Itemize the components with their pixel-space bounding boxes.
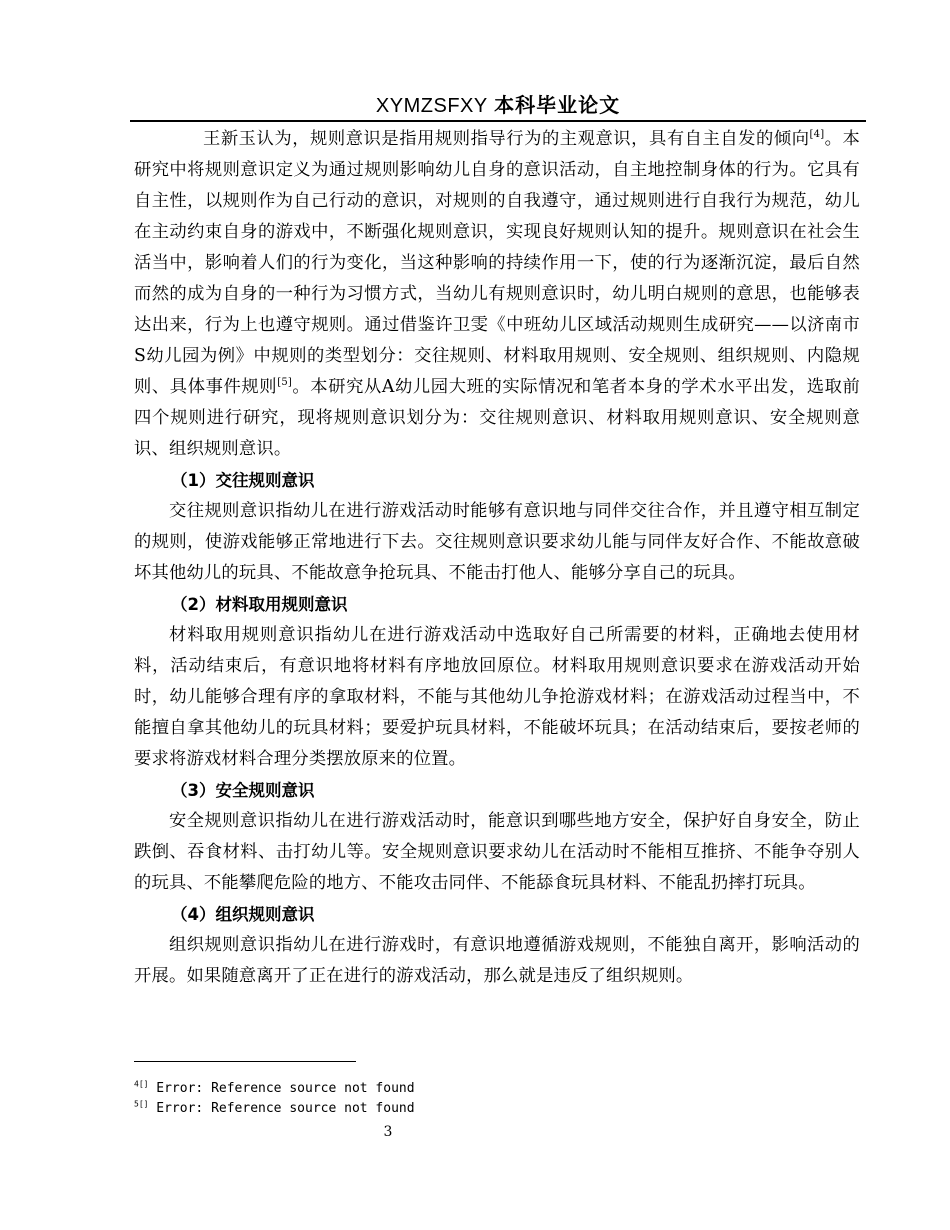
page-number: 3 [383, 1124, 393, 1140]
paragraph-1-part-b: 。本研究中将规则意识定义为通过规则影响幼儿自身的意识活动，自主地控制身体的行为。它具有自主性，以规则作为自己行动的意识，对规则的自我遵守，通过规则进行自我行为规范，幼儿在主动约束自身的游戏中，不断强化规则意识，实现良好规则认知的提升。规则意识在社会生活当中，影响着人们的行为变化，当这种影响的持续作用一下，使的行为逐渐沉淀，最后自然而然的成为自身的一种行为习惯方式，当幼儿有规则意识时，幼儿明白规则的意思，也能够表达出来，行为上也遵守规则。通过借鉴许卫雯《中班幼儿区域活动规则生成研究——以济南市S幼儿园为例》中规则的类型划分：交往规则、材料取用规则、安全规则、组织规则、内隐规则、具体事件规则 [134, 129, 860, 397]
footnotes [134, 1079, 415, 1119]
page-header [130, 92, 866, 119]
footnote-text: Error: Reference source not found [156, 1101, 415, 1116]
citation-5: [5] [277, 377, 292, 389]
section-heading-3: （3）安全规则意识 [171, 781, 315, 800]
footnote-text: Error: Reference source not found [156, 1081, 415, 1096]
footnote-separator [134, 1061, 356, 1062]
header-rule [130, 120, 866, 122]
section-heading-4: （4）组织规则意识 [171, 905, 315, 924]
paragraph-2: 交往规则意识指幼儿在进行游戏活动时能够有意识地与同伴交往合作，并且遵守相互制定的规则，使游戏能够正常地进行下去。交往规则意识要求幼儿能与同伴友好合作、不能故意破坏其他幼儿的玩具、不能故意争抢玩具、不能击打他人、能够分享自己的玩具。 [134, 501, 860, 583]
footnote-item [134, 1079, 415, 1099]
paragraph-1 [134, 124, 860, 465]
footnote-mark: 5[] [134, 1099, 149, 1109]
main-text [134, 124, 860, 992]
section-heading-1: （1）交往规则意识 [171, 471, 315, 490]
paragraph-1-part-c: 。本研究从A幼儿园大班的实际情况和笔者本身的学术水平出发，选取前四个规则进行研究，现将规则意识划分为：交往规则意识、材料取用规则意识、安全规则意识、组织规则意识。 [134, 377, 860, 459]
citation-4: [4] [809, 129, 825, 141]
footnote-item [134, 1099, 415, 1119]
paragraph-3: 材料取用规则意识指幼儿在进行游戏活动中选取好自己所需要的材料，正确地去使用材料，活动结束后，有意识地将材料有序地放回原位。材料取用规则意识要求在游戏活动开始时，幼儿能够合理有序的拿取材料，不能与其他幼儿争抢游戏材料；在游戏活动过程当中，不能擅自拿其他幼儿的玩具材料；要爱护玩具材料，不能破坏玩具；在活动结束后，要按老师的要求将游戏材料合理分类摆放原来的位置。 [134, 625, 860, 769]
paragraph-4: 安全规则意识指幼儿在进行游戏活动时，能意识到哪些地方安全，保护好自身安全，防止跌倒、吞食材料、击打幼儿等。安全规则意识要求幼儿在活动时不能相互推挤、不能争夺别人的玩具、不能攀爬危险的地方、不能攻击同伴、不能舔食玩具材料、不能乱扔摔打玩具。 [134, 811, 860, 893]
footnote-mark: 4[] [134, 1079, 149, 1089]
header-code: XYMZSFXY [375, 95, 488, 117]
paragraph-5: 组织规则意识指幼儿在进行游戏时，有意识地遵循游戏规则，不能独自离开，影响活动的开展。如果随意离开了正在进行的游戏活动，那么就是违反了组织规则。 [134, 935, 860, 986]
paragraph-1-part-a: 王新玉认为，规则意识是指用规则指导行为的主观意识，具有自主自发的倾向 [203, 129, 810, 149]
section-heading-2: （2）材料取用规则意识 [171, 595, 348, 614]
header-title: 本科毕业论文 [494, 93, 621, 117]
